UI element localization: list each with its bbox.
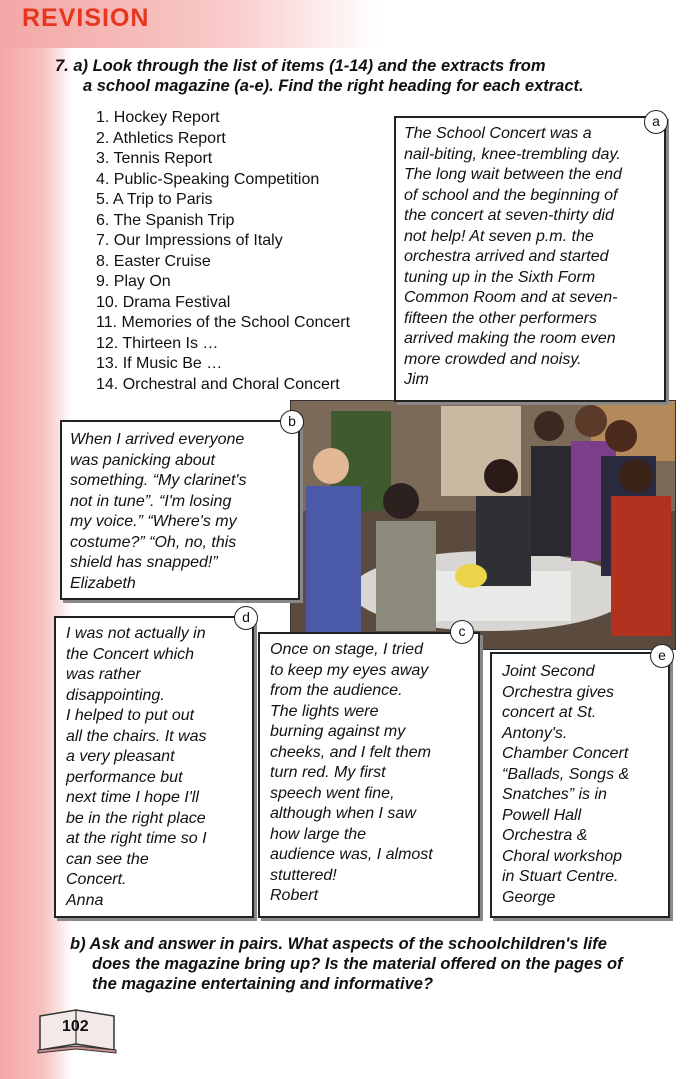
text-line: Once on stage, I tried: [270, 641, 423, 658]
list-item: 10. Drama Festival: [96, 293, 231, 311]
page-number: 102: [62, 1018, 89, 1035]
author: Anna: [66, 891, 104, 909]
extract-e-badge: e: [650, 644, 674, 668]
text-line: not help! At seven p.m. the: [404, 227, 594, 245]
text-line: of school and the beginning of: [404, 186, 618, 204]
text-line: to keep my eyes away: [270, 661, 429, 679]
text-line: in Stuart Centre.: [502, 868, 619, 885]
task-part-b: [70, 934, 680, 994]
text-line: at the right time so I: [66, 830, 207, 847]
text-line: next time I hope I'll: [66, 789, 199, 806]
list-item: 7. Our Impressions of Italy: [96, 232, 283, 249]
text-line: was rather: [66, 666, 141, 683]
extract-b: [60, 413, 300, 600]
text-line: was panicking about: [70, 451, 215, 469]
text-line: Concert.: [66, 871, 127, 888]
list-item: 12. Thirteen Is …: [96, 334, 219, 352]
text-line: The long wait between the end: [404, 166, 622, 183]
text-line: disappointing.: [66, 686, 165, 704]
text-line: burning against my: [270, 723, 406, 740]
text-line: shield has snapped!”: [70, 554, 218, 571]
text-line: be in the right place: [66, 809, 206, 827]
text-line: tuning up in the Sixth Form: [404, 268, 596, 286]
text-line: the concert at seven-thirty did: [404, 207, 614, 224]
text-line: Orchestra gives: [502, 683, 615, 701]
task-line-1: 7. a) Look through the list of items (1-14) and the extracts from: [55, 57, 546, 75]
text-line: Snatches” is in: [502, 786, 607, 803]
text-line: orchestra arrived and started: [404, 248, 609, 265]
text-line: concert at St.: [502, 704, 597, 721]
author: Robert: [270, 887, 319, 904]
text-line: stuttered!: [270, 866, 337, 884]
text-line: performance but: [66, 768, 183, 786]
text-line: The School Concert was a: [404, 125, 592, 142]
section-header: REVISION: [22, 4, 150, 32]
author: Jim: [404, 371, 429, 388]
text-line: arrived making the room even: [404, 330, 616, 347]
task-line-2: a school magazine (a-e). Find the right heading for each extract.: [83, 77, 584, 95]
author: George: [502, 888, 556, 906]
list-item: 13. If Music Be …: [96, 355, 223, 372]
text-line: something. “My clarinet's: [70, 472, 247, 489]
task-instruction: [55, 56, 675, 96]
heading-list: [96, 108, 350, 395]
list-item: 3. Tennis Report: [96, 150, 213, 167]
extract-b-text: [70, 430, 290, 594]
extract-e: [490, 647, 670, 918]
photo-illustration: [291, 401, 675, 649]
list-item: 1. Hockey Report: [96, 109, 220, 126]
text-line: although when I saw: [270, 805, 416, 822]
text-line: Orchestra &: [502, 827, 588, 844]
text-line: The lights were: [270, 702, 379, 720]
concert-photo: [290, 400, 676, 650]
text-line: costume?” “Oh, no, this: [70, 533, 237, 551]
text-line: turn red. My first: [270, 764, 386, 781]
part-b-line-2: does the magazine bring up? Is the material offered on the pages of: [92, 955, 623, 973]
text-line: nail-biting, knee-trembling day.: [404, 145, 621, 163]
text-line: my voice.” “Where's my: [70, 513, 237, 530]
text-line: can see the: [66, 850, 149, 868]
text-line: speech went fine,: [270, 784, 395, 802]
text-line: Antony's.: [502, 724, 568, 742]
text-line: not in tune”. “I'm losing: [70, 492, 232, 510]
text-line: from the audience.: [270, 682, 403, 699]
extract-c-text: [270, 640, 468, 907]
text-line: fifteen the other performers: [404, 309, 597, 327]
text-line: Chamber Concert: [502, 745, 629, 762]
list-item: 6. The Spanish Trip: [96, 211, 235, 229]
extract-d: [54, 609, 254, 918]
list-item: 2. Athletics Report: [96, 129, 226, 147]
extract-a: [394, 113, 666, 402]
text-line: how large the: [270, 825, 367, 843]
extract-c-badge: c: [450, 620, 474, 644]
extract-c: [258, 623, 480, 918]
text-line: Joint Second: [502, 663, 595, 680]
list-item: 11. Memories of the School Concert: [96, 314, 351, 331]
text-line: Choral workshop: [502, 847, 623, 865]
text-line: cheeks, and I felt them: [270, 743, 431, 761]
text-line: I helped to put out: [66, 707, 195, 724]
extract-d-badge: d: [234, 606, 258, 630]
list-item: 5. A Trip to Paris: [96, 191, 213, 208]
text-line: the Concert which: [66, 645, 195, 663]
extract-a-badge: a: [644, 110, 668, 134]
text-line: more crowded and noisy.: [404, 350, 582, 368]
text-line: audience was, I almost: [270, 846, 433, 863]
extract-b-badge: b: [280, 410, 304, 434]
text-line: I was not actually in: [66, 625, 206, 642]
text-line: When I arrived everyone: [70, 431, 245, 448]
part-b-line-3: the magazine entertaining and informative?: [92, 975, 434, 993]
text-line: a very pleasant: [66, 748, 175, 765]
extract-e-text: [502, 662, 658, 908]
author: Elizabeth: [70, 574, 136, 592]
list-item: 9. Play On: [96, 273, 171, 290]
extract-d-text: [66, 624, 242, 911]
list-item: 4. Public-Speaking Competition: [96, 170, 320, 188]
list-item: 14. Orchestral and Choral Concert: [96, 375, 340, 393]
text-line: Powell Hall: [502, 806, 582, 824]
part-b-line-1: b) Ask and answer in pairs. What aspects of the schoolchildren's life: [70, 935, 607, 953]
list-item: 8. Easter Cruise: [96, 252, 211, 270]
text-line: Common Room and at seven-: [404, 289, 618, 306]
extract-a-text: [404, 124, 656, 391]
text-line: “Ballads, Songs &: [502, 765, 630, 783]
text-line: all the chairs. It was: [66, 727, 207, 745]
